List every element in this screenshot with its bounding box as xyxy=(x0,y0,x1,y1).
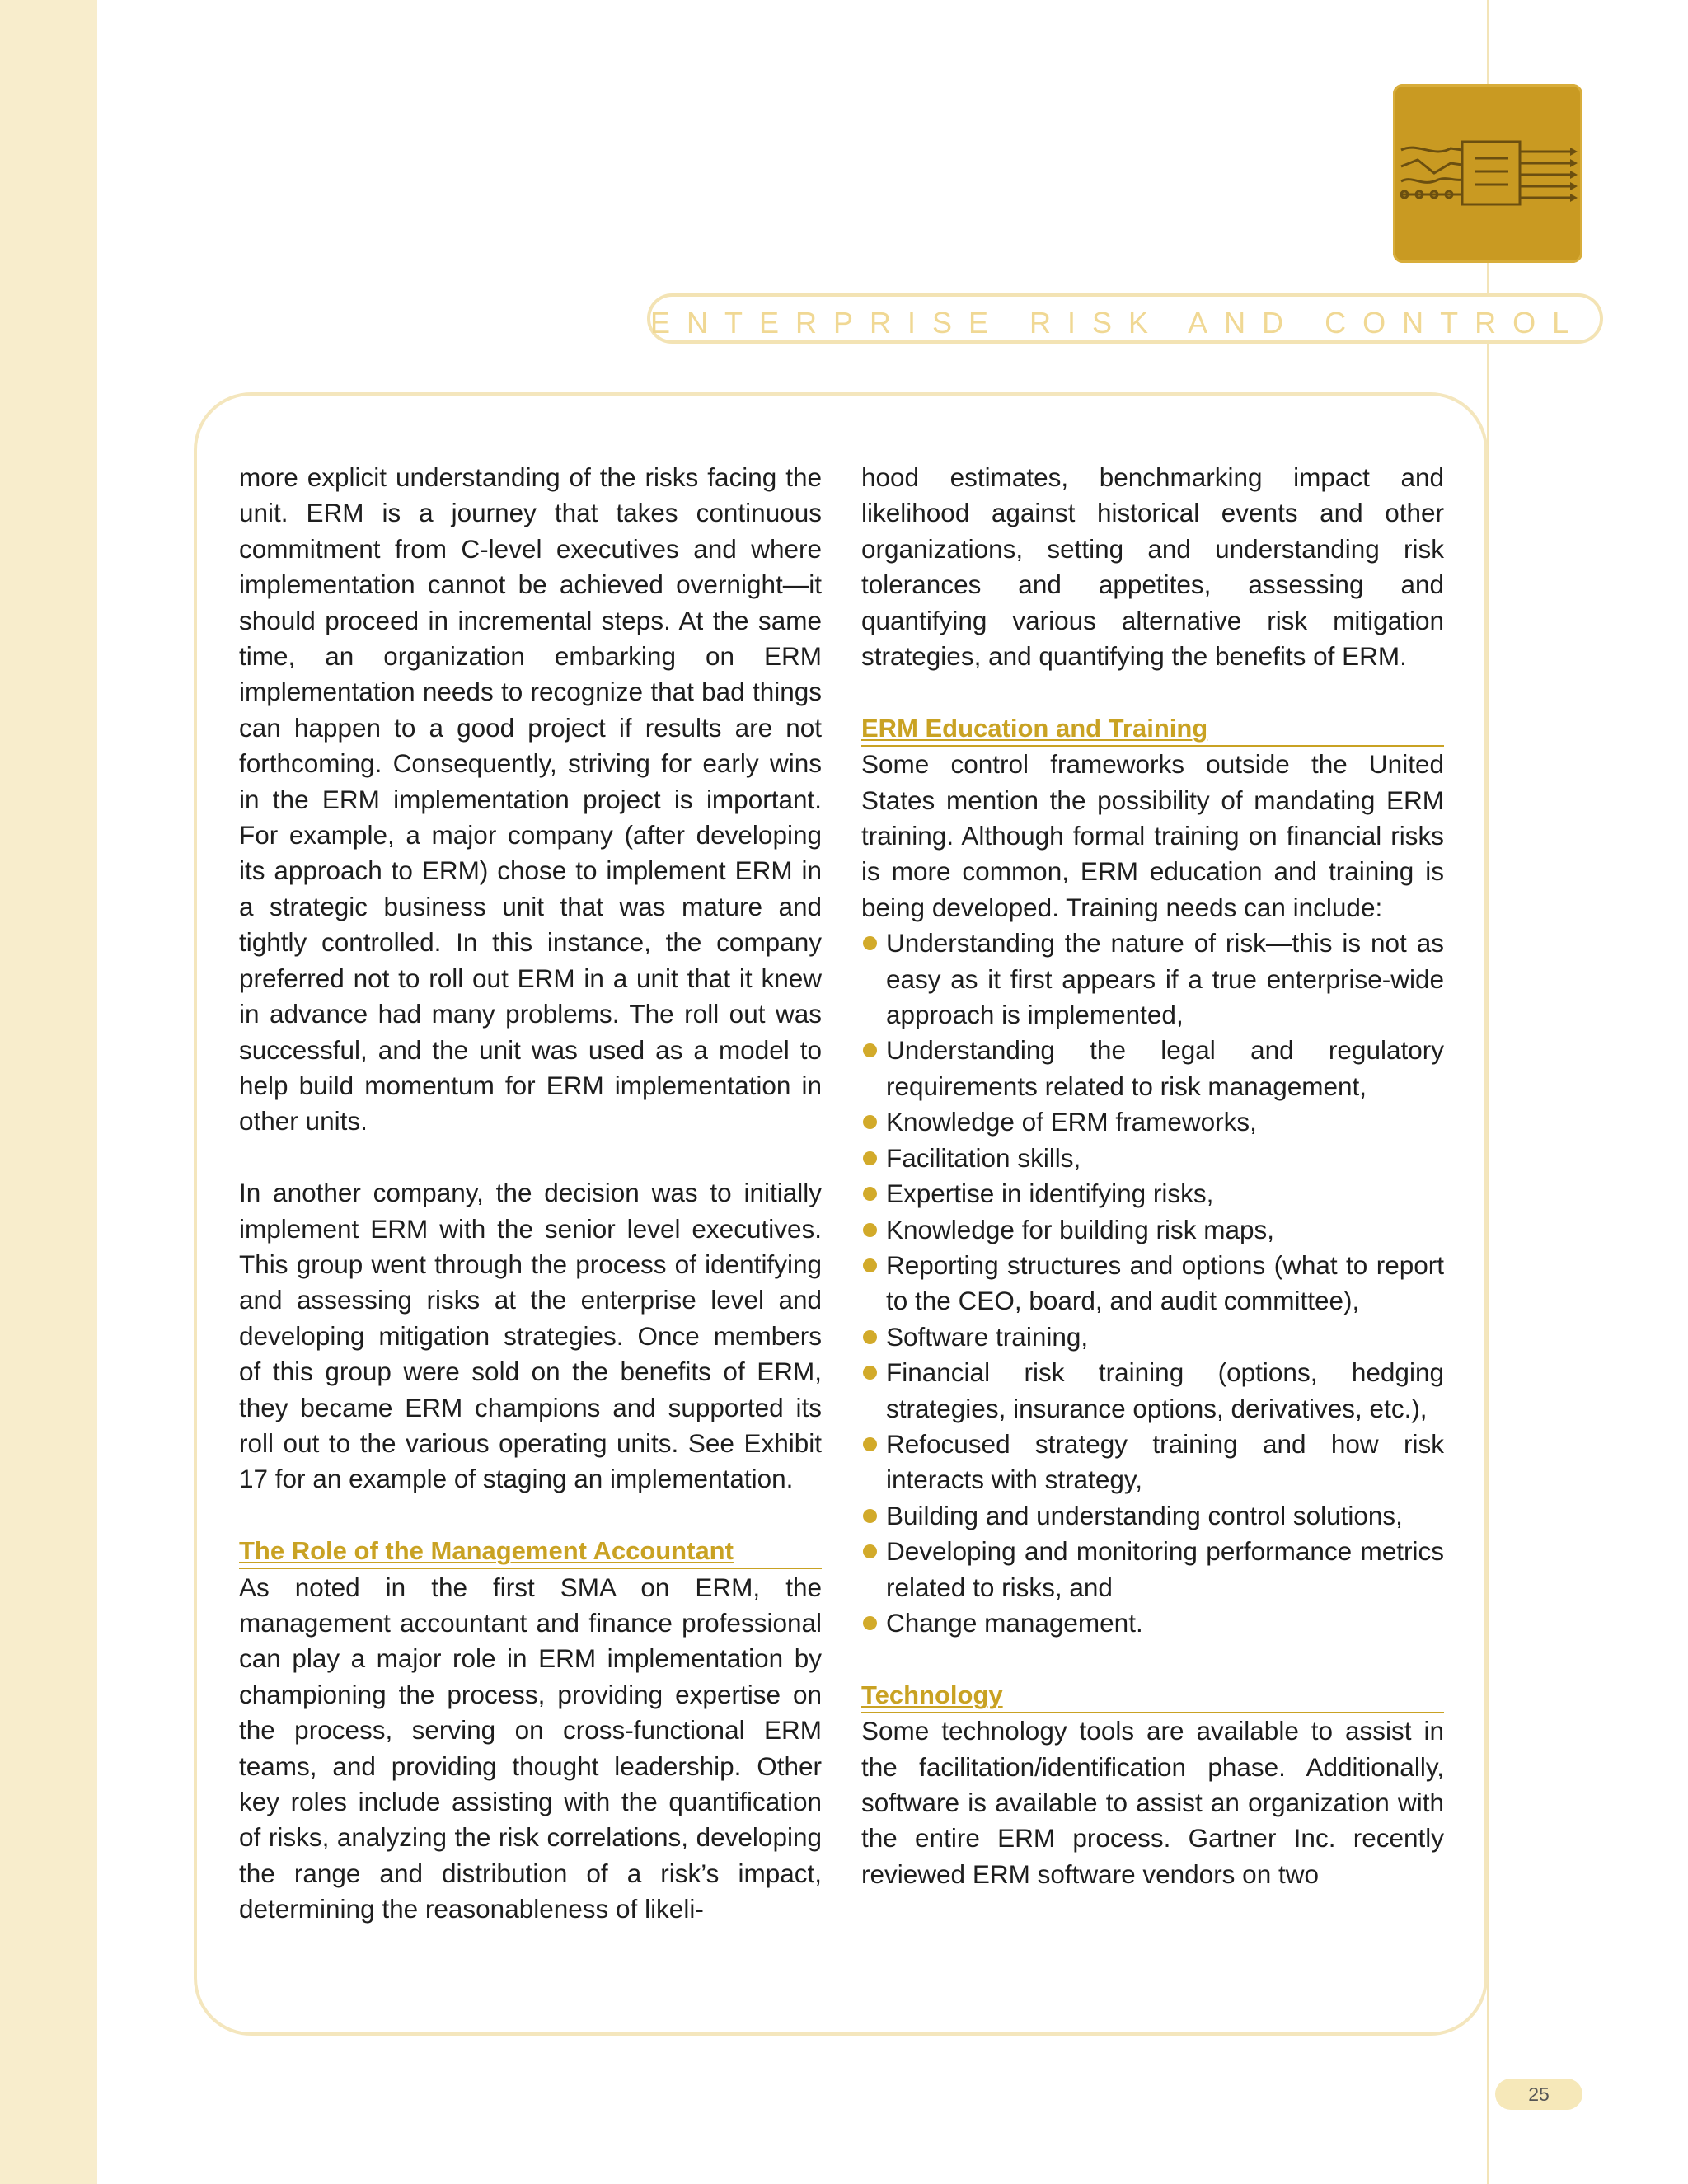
heading-text: The Role of the Management Accountant xyxy=(239,1536,734,1566)
section-header-pill xyxy=(647,293,1603,344)
bullet-icon xyxy=(863,1366,877,1380)
circuit-chip-icon xyxy=(1393,84,1582,263)
training-needs-list xyxy=(861,926,1444,1641)
heading-text: ERM Education and Training xyxy=(861,713,1208,743)
bullet-icon xyxy=(863,1223,877,1237)
bullet-icon xyxy=(863,1151,877,1165)
list-item: Refocused strategy training and how risk interacts with strategy, xyxy=(861,1427,1444,1498)
list-item: Knowledge of ERM frameworks, xyxy=(861,1104,1444,1140)
list-item: Reporting structures and options (what to report to the CEO, board, and audit committee), xyxy=(861,1248,1444,1319)
section-heading xyxy=(861,710,1444,747)
paragraph: more explicit understanding of the risks facing the unit. ERM is a journey that takes continuous commitment from C-level executives and where implementation cannot be achieved overnight—it should proceed in incremental steps. At the same time, an organization embarking on ERM implementation needs to recognize that bad things can happen to a good project if results are not forthcoming. Consequently, striving for early wins in the ERM implementation project is important. For example, a major company (after developing its approach to ERM) chose to implement ERM in a strategic business unit that was mature and tightly controlled. In this instance, the company preferred not to roll out ERM in a unit that it knew in advance had many problems. The roll out was successful, and the unit was used as a model to help build momentum for ERM implementation in other units. xyxy=(239,462,822,1137)
bullet-icon xyxy=(863,1616,877,1630)
logo-tile xyxy=(1393,84,1582,263)
paragraph: hood estimates, benchmarking impact and likelihood against historical events and other organizations, setting and understanding risk tolerances and appetites, assessing and quantifying various alternative risk mitigation strategies, and quantifying the benefits of ERM. xyxy=(861,462,1444,672)
list-item: Software training, xyxy=(861,1319,1444,1355)
list-item: Facilitation skills, xyxy=(861,1141,1444,1176)
bullet-icon xyxy=(863,936,877,950)
bullet-icon xyxy=(863,1544,877,1558)
section-heading xyxy=(239,1533,822,1569)
list-item: Expertise in identifying risks, xyxy=(861,1176,1444,1212)
left-column xyxy=(239,460,822,1928)
bullet-icon xyxy=(863,1509,877,1523)
page-number: 25 xyxy=(1495,2079,1582,2110)
bullet-icon xyxy=(863,1187,877,1201)
list-item: Change management. xyxy=(861,1605,1444,1641)
bullet-icon xyxy=(863,1258,877,1272)
list-item: Understanding the legal and regulatory requirements related to risk management, xyxy=(861,1033,1444,1104)
left-margin-band xyxy=(0,0,97,2184)
heading-text: Technology xyxy=(861,1680,1003,1709)
section-heading xyxy=(861,1677,1444,1713)
paragraph: Some technology tools are available to assist in the facilitation/identification phase. Additionally, software is available to assist an organization with the entire ERM process. Gartner Inc. recently reviewed ERM software vendors on two xyxy=(861,1716,1444,1889)
bullet-icon xyxy=(863,1330,877,1344)
paragraph: As noted in the first SMA on ERM, the management accountant and finance professional can play a major role in ERM implementation by championing the process, providing expertise on the process, serving on cross-functional ERM teams, and providing thought leadership. Other key roles include assisting with the quantification of risks, analyzing the risk correlations, developing the range and distribution of a risk’s impact, determining the reasonableness of likeli- xyxy=(239,1572,822,1924)
list-item: Financial risk training (options, hedging strategies, insurance options, derivatives, etc.), xyxy=(861,1355,1444,1427)
list-item: Building and understanding control solutions, xyxy=(861,1498,1444,1534)
list-item: Knowledge for building risk maps, xyxy=(861,1212,1444,1248)
right-column xyxy=(861,460,1444,1892)
section-title: ENTERPRISE RISK AND CONTROL xyxy=(650,306,1586,340)
list-item: Understanding the nature of risk—this is not as easy as it first appears if a true enterprise-wide approach is implemented, xyxy=(861,926,1444,1033)
bullet-icon xyxy=(863,1043,877,1057)
paragraph: Some control frameworks outside the United States mention the possibility of mandating ERM training. Although formal training on financial risks is more common, ERM education and training is being developed. Training needs can include: xyxy=(861,749,1444,922)
bullet-icon xyxy=(863,1115,877,1129)
list-item: Developing and monitoring performance metrics related to risks, and xyxy=(861,1534,1444,1605)
bullet-icon xyxy=(863,1437,877,1451)
paragraph: In another company, the decision was to initially implement ERM with the senior level executives. This group went through the process of identifying and assessing risks at the enterprise level and developing mitigation strategies. Once members of this group were sold on the benefits of ERM, they became ERM champions and supported its roll out to the various operating units. See Exhibit 17 for an example of staging an implementation. xyxy=(239,1178,822,1494)
